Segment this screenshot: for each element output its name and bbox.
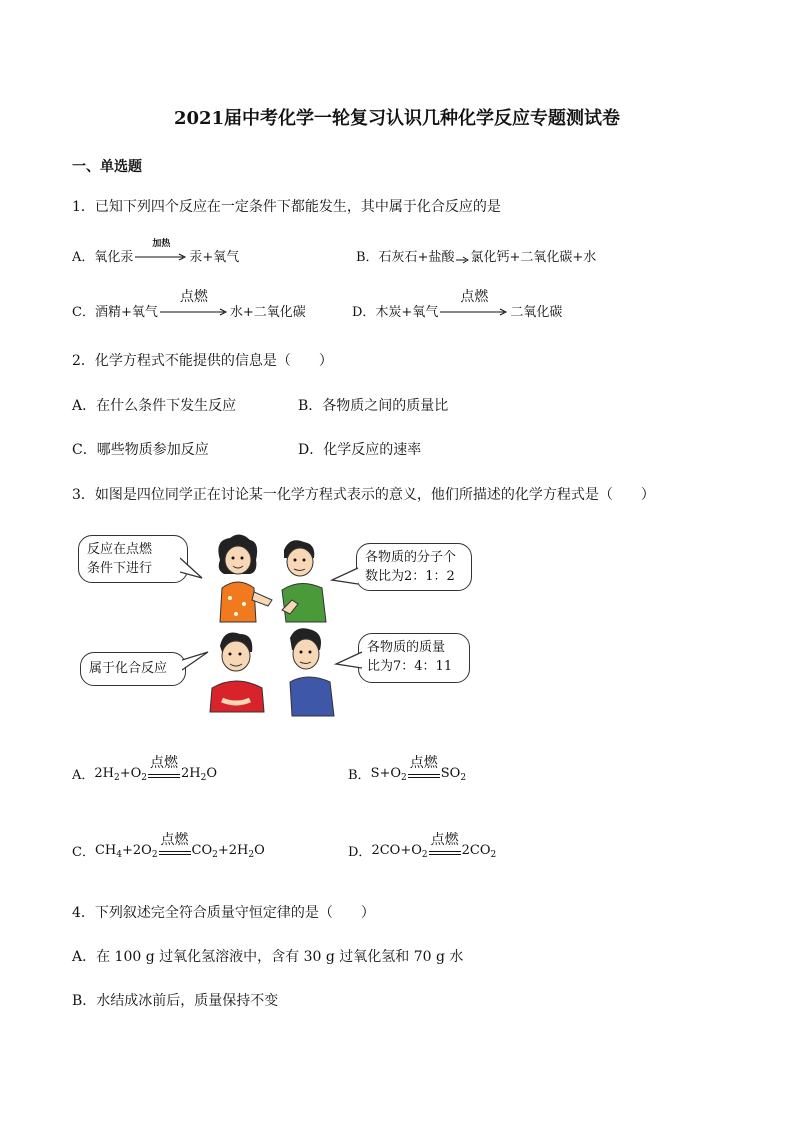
q1-b-text: B．石灰石+盐酸 <box>356 250 455 265</box>
section-heading: 一、单选题 <box>72 159 142 175</box>
q4-option-a: A．在 100 g 过氧化氢溶液中，含有 30 g 过氧化氢和 70 g 水 <box>72 949 464 965</box>
bubble-1-line-2: 条件下进行 <box>87 561 153 576</box>
q1-a-arrow <box>133 239 189 265</box>
bubble-2-line-2: 数比为2：1：2 <box>365 569 455 584</box>
q1-option-d <box>352 289 563 320</box>
bubble-4-line-2: 比为7：4：11 <box>367 659 453 674</box>
q3-b-condition: 点燃 <box>409 755 438 771</box>
boy-red-figure <box>210 633 264 713</box>
q3-c-label: C． <box>72 845 95 860</box>
q1-d-condition: 点燃 <box>460 289 489 305</box>
girl-figure <box>218 534 272 622</box>
bubble-2-line-1: 各物质的分子个 <box>365 550 457 565</box>
question-1-stem: 1．已知下列四个反应在一定条件下都能发生，其中属于化合反应的是 <box>72 199 501 215</box>
q1-d-prefix: D．木炭+氧气 <box>352 305 439 320</box>
bubble-3-tail <box>182 650 210 674</box>
q3-option-a: A． $2H_2+O_2$ 点燃 $2H_2O$ <box>72 764 217 783</box>
q1-c-arrow <box>158 289 230 320</box>
page-title: 2021届中考化学一轮复习认识几种化学反应专题测试卷 <box>173 108 621 129</box>
bubble-4-tail <box>334 650 362 672</box>
question-3-stem: 3．如图是四位同学正在讨论某一化学方程式表示的意义，他们所描述的化学方程式是（ ） <box>72 487 655 503</box>
bubble-1-line-1: 反应在点燃 <box>87 542 153 557</box>
q3-option-b: B． $S+O_2$ 点燃 $SO_2$ <box>348 764 466 783</box>
q3-d-condition: 点燃 <box>430 832 459 848</box>
arrow-icon <box>133 249 189 261</box>
question-2-stem: 2．化学方程式不能提供的信息是（ ） <box>72 353 333 369</box>
q1-b-suffix: 氯化钙+二氧化碳+水 <box>470 250 597 265</box>
q3-c-equals <box>159 832 191 860</box>
q1-c-condition: 点燃 <box>179 289 208 305</box>
q2-option-c: C．哪些物质参加反应 <box>72 442 209 458</box>
bubble-1-tail <box>180 556 206 582</box>
q3-b-equals <box>408 755 440 783</box>
speech-bubble-3 <box>80 652 186 686</box>
students-illustration <box>200 530 350 720</box>
q1-d-arrow <box>438 289 510 320</box>
bubble-3-text: 属于化合反应 <box>89 661 168 676</box>
bubble-2-tail <box>330 566 358 588</box>
q2-option-a: A．在什么条件下发生反应 <box>72 398 237 414</box>
q1-c-prefix: C．酒精+氧气 <box>72 305 158 320</box>
q2-option-b: B．各物质之间的质量比 <box>298 398 449 414</box>
arrow-icon <box>454 253 470 265</box>
q1-c-suffix: 水+二氧化碳 <box>229 305 306 320</box>
q1-a-prefix: A．氧化汞 <box>72 250 134 265</box>
bubble-4-line-1: 各物质的质量 <box>367 640 446 655</box>
speech-bubble-4 <box>358 633 470 683</box>
q3-option-d: D． $2CO+O_2$ 点燃 $2CO_2$ <box>348 841 496 860</box>
q3-b-label: B． <box>348 768 371 783</box>
q1-d-suffix: 二氧化碳 <box>510 305 563 320</box>
q1-a-condition: 加热 <box>152 239 171 249</box>
speech-bubble-2 <box>356 543 472 591</box>
q3-a-label: A． <box>72 768 95 783</box>
boy-green-figure <box>282 540 326 622</box>
q1-a-suffix: 汞+氧气 <box>189 250 240 265</box>
q1-option-b <box>356 246 596 265</box>
q2-option-d: D．化学反应的速率 <box>298 442 422 458</box>
q3-d-label: D． <box>348 845 372 860</box>
q3-a-equals <box>148 755 180 783</box>
q1-option-a <box>72 239 240 265</box>
q3-c-condition: 点燃 <box>160 832 189 848</box>
q3-a-condition: 点燃 <box>150 755 179 771</box>
q1-option-c <box>72 289 306 320</box>
boy-blue-figure <box>290 628 334 716</box>
question-4-stem: 4．下列叙述完全符合质量守恒定律的是（ ） <box>72 905 375 921</box>
q4-option-b: B．水结成冰前后，质量保持不变 <box>72 993 279 1009</box>
speech-bubble-1 <box>78 535 188 583</box>
q3-d-equals <box>429 832 461 860</box>
q3-option-c: C． $CH_4+2O_2$ 点燃 $CO_2+2H_2O$ <box>72 841 265 860</box>
